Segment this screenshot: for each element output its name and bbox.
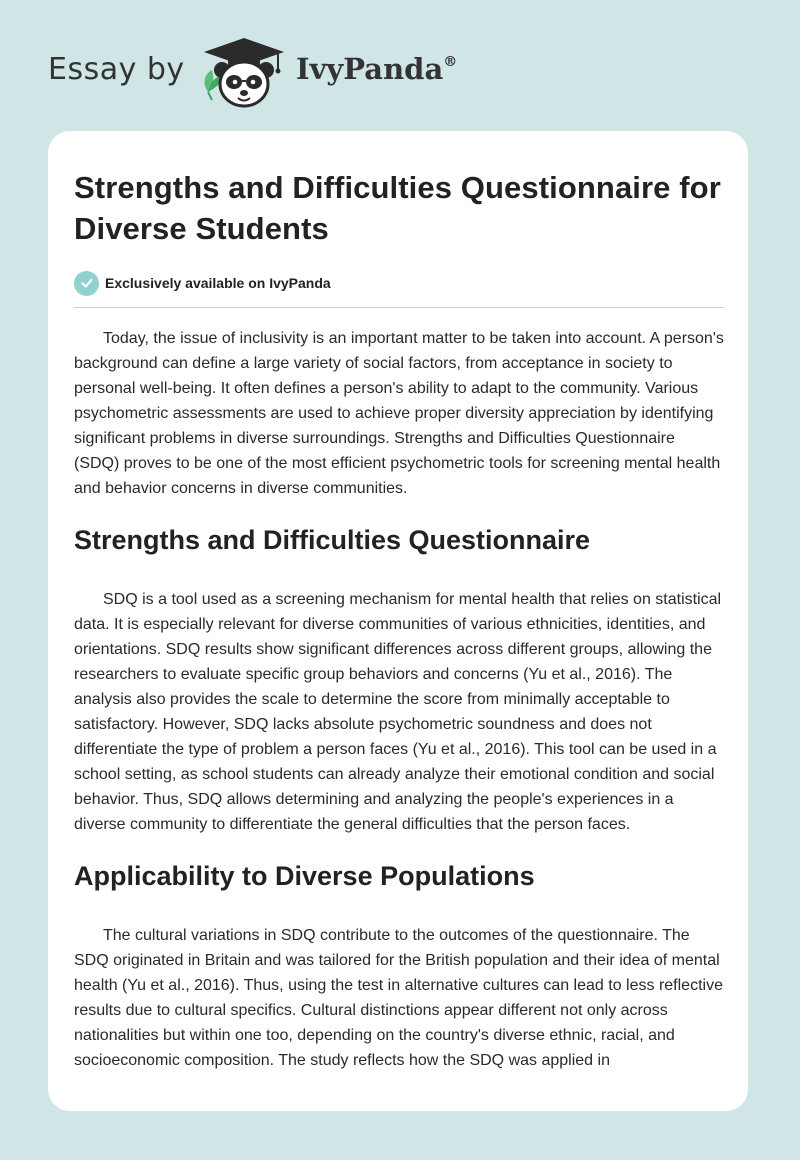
section-heading-sdq: Strengths and Difficulties Questionnaire <box>74 525 591 555</box>
section-paragraph-sdq: SDQ is a tool used as a screening mechanism for mental health that relies on statistical data. It is especially relevant for diverse communities of various ethnicities, identities, and orientations. SDQ results show significant differences across different groups, allowing the researchers to evaluate specific group behaviors and concerns (Yu et al., 2016). The analysis also provides the scale to determine the score from minimally acceptable to satisfactory. However, SDQ lacks absolute psychometric soundness and does not differentiate the type of problem a person faces (Yu et al., 2016). This tool can be used in a school setting, as school students can already analyze their emotional condition and social behavior. Thus, SDQ allows determining and analyzing the people's experiences in a diverse community to differentiate the general difficulties that the person faces. <box>74 591 722 833</box>
brand-prefix: Essay by <box>48 52 185 87</box>
exclusive-badge <box>74 269 724 297</box>
article-card <box>48 131 748 1111</box>
brand-name-text: IvyPanda <box>296 52 444 86</box>
article-content <box>74 167 724 1073</box>
section-heading-applicability: Applicability to Diverse Populations <box>74 861 535 891</box>
checkmark-icon <box>74 271 99 296</box>
exclusive-badge-label: Exclusively available on IvyPanda <box>105 275 331 291</box>
section-paragraph-applicability: The cultural variations in SDQ contribute to the outcomes of the questionnaire. The SDQ originated in Britain and was tailored for the British population and their idea of mental health (Yu et al., 2016). Thus, using the test in alternative cultures can lead to less reflective results due to cultural specifics. Cultural distinctions appear different not only across nationalities but within one too, depending on the country's diverse ethnic, racial, and socioeconomic composition. The study reflects how the SDQ was applied in <box>74 927 723 1069</box>
panda-logo-icon[interactable] <box>198 36 290 110</box>
site-header <box>0 0 800 120</box>
registered-mark: ® <box>443 54 458 70</box>
intro-paragraph: Today, the issue of inclusivity is an important matter to be taken into account. A person's background can define a large variety of social factors, from acceptance in society to personal well-being. It often defines a person's ability to adapt to the community. Various psychometric assessments are used to achieve proper diversity appreciation by identifying significant problems in diverse surroundings. Strengths and Difficulties Questionnaire (SDQ) proves to be one of the most efficient psychometric tools for screening mental health and behavior concerns in diverse communities. <box>74 330 724 497</box>
brand-name[interactable] <box>296 52 457 86</box>
article-title: Strengths and Difficulties Questionnaire for Diverse Students <box>74 170 721 246</box>
divider <box>74 307 724 308</box>
